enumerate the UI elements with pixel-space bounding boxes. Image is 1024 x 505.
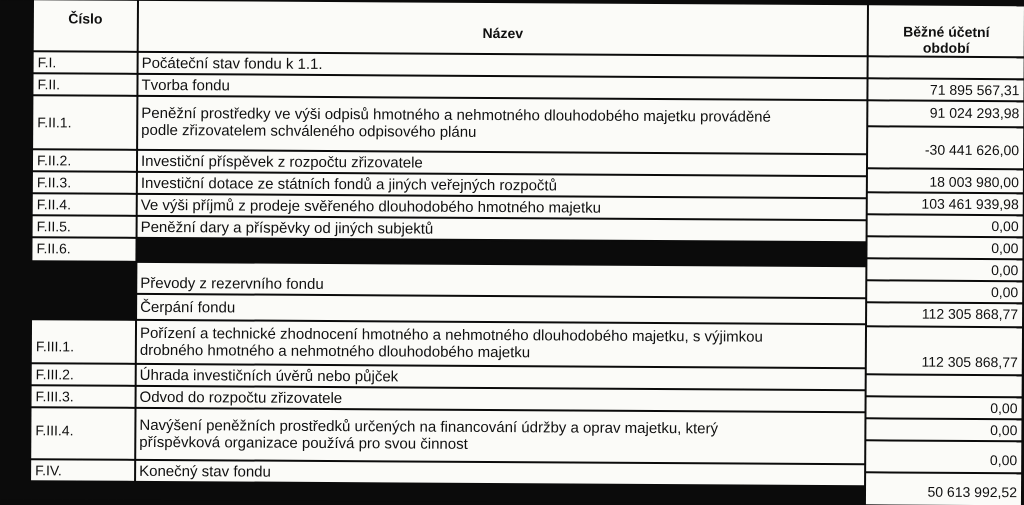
- row-value: 0,00: [991, 262, 1019, 279]
- row-value: 112 305 868,77: [921, 305, 1019, 323]
- value-cell: [868, 193, 1023, 214]
- value-cell: [868, 127, 1023, 168]
- value-cell: [867, 237, 1022, 258]
- row-name-blacked-out: [137, 239, 865, 265]
- row-name: Peněžní dary a příspěvky od jiných subjektů: [138, 217, 866, 241]
- row-name: Převody z rezervního fondu: [137, 263, 865, 297]
- row-name-line1: Navýšení peněžních prostředků určených na financování údržby a oprav majetku, který: [139, 416, 719, 438]
- header-bezne-line1: Běžné účetní: [903, 23, 990, 41]
- row-code: F.III.4.: [31, 408, 134, 459]
- row-code: F.III.2.: [32, 364, 135, 385]
- row-name-line1: Pořízení a technické zhodnocení hmotného a nehmotného dlouhodobého majetku, s výjimkou: [139, 324, 763, 346]
- row-name: Investiční příspěvek z rozpočtu zřizovatele: [138, 151, 866, 175]
- row-value: -30 441 626,00: [924, 141, 1020, 159]
- value-cell: [868, 169, 1023, 192]
- value-cell: [868, 79, 1023, 100]
- row-value: 0,00: [991, 218, 1019, 235]
- row-value: 50 613 992,52: [927, 483, 1018, 501]
- row-code: F.III.3.: [32, 386, 135, 407]
- value-cell: [869, 57, 1024, 78]
- value-cell: [866, 473, 1021, 505]
- row-value: 112 305 868,77: [921, 353, 1018, 371]
- value-cell: [867, 259, 1022, 280]
- row-value: 0,00: [990, 400, 1018, 417]
- row-value: 0,00: [989, 452, 1018, 469]
- row-code: F.II.3.: [33, 172, 136, 193]
- value-cell: [867, 303, 1022, 326]
- row-value: 0,00: [990, 422, 1018, 439]
- row-name-line1: Peněžní prostředky ve výši odpisů hmotného a nehmotného dlouhodobého majetku prováděné: [141, 104, 771, 126]
- row-name: Čerpání fondu: [137, 295, 865, 323]
- row-code: F.IV.: [31, 460, 134, 481]
- value-cell: [868, 215, 1023, 236]
- row-code: F.I.: [34, 52, 137, 73]
- row-name: [138, 97, 866, 153]
- row-value: 18 003 980,00: [929, 173, 1019, 191]
- row-value: 103 461 939,98: [921, 195, 1019, 213]
- value-cell: [867, 281, 1022, 302]
- value-cell: [866, 419, 1021, 440]
- row-code: F.II.1.: [33, 96, 136, 149]
- row-name: Investiční dotace ze státních fondů a jiných veřejných rozpočtů: [138, 173, 866, 197]
- value-cell: [866, 397, 1021, 418]
- row-value: 71 895 567,31: [929, 81, 1020, 99]
- row-code: F.II.5.: [33, 216, 136, 237]
- row-code: F.II.2.: [33, 150, 136, 171]
- row-name: [136, 409, 864, 463]
- value-cell: [868, 101, 1023, 126]
- row-code: F.II.: [33, 74, 136, 95]
- value-cell: [867, 327, 1022, 374]
- row-code: F.II.4.: [33, 194, 136, 215]
- row-name: Úhrada investičních úvěrů nebo půjček: [137, 365, 865, 389]
- row-name-line2: podle zřizovatelem schváleného odpisového plánu: [141, 121, 477, 141]
- row-code: F.II.6.: [32, 238, 135, 261]
- row-name: Ve výši příjmů z prodeje svěřeného dlouhodobého hmotného majetku: [138, 195, 866, 219]
- row-value: 91 024 293,98: [929, 104, 1020, 122]
- value-cell: [866, 441, 1021, 472]
- row-name: Konečný stav fondu: [136, 461, 864, 485]
- row-name-line2: příspěvková organizace používá pro svou činnost: [139, 433, 468, 453]
- row-name-line2: drobného hmotného a nehmotného dlouhodobého majetku: [139, 341, 531, 362]
- row-value: 0,00: [991, 240, 1019, 257]
- row-name: Počáteční stav fondu k 1.1.: [139, 53, 867, 77]
- row-code: F.III.1.: [32, 320, 135, 363]
- header-nazev: Název: [139, 1, 867, 55]
- row-value: 0,00: [990, 284, 1019, 301]
- row-name: Odvod do rozpočtu zřizovatele: [137, 387, 865, 411]
- header-cislo: Číslo: [34, 0, 137, 51]
- row-name: Tvorba fondu: [138, 75, 866, 99]
- header-bezne-line2: období: [922, 39, 970, 56]
- row-name: [137, 321, 865, 367]
- value-cell: [867, 375, 1022, 396]
- header-bezne-obdobi: [869, 5, 1024, 56]
